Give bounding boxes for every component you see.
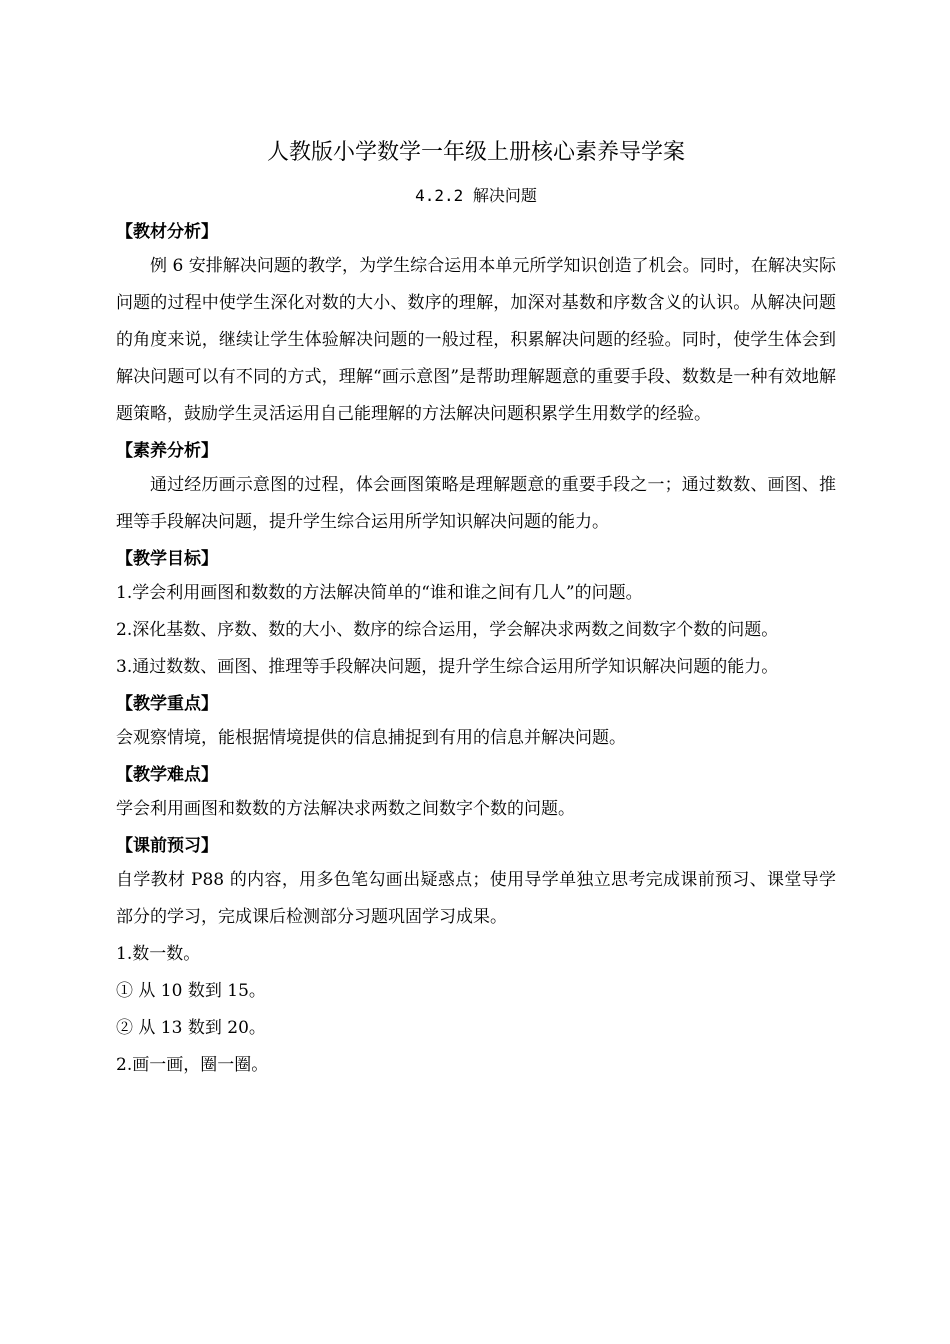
preview-item-4: 2.画一画，圈一圈。 xyxy=(116,1055,269,1075)
heading-difficulty: 【教学难点】 xyxy=(116,765,218,785)
document-page xyxy=(116,136,836,1084)
heading-key: 【教学重点】 xyxy=(116,694,218,714)
paragraph-literacy: 通过经历画示意图的过程，体会画图策略是理解题意的重要手段之一；通过数数、画图、推理等手段解决问题，提升学生综合运用所学知识解决问题的能力。 xyxy=(116,475,836,532)
document-subtitle: 4.2.2 解决问题 xyxy=(415,186,537,205)
heading-analysis: 【教材分析】 xyxy=(116,222,218,242)
preview-item-3: ② 从 13 数到 20。 xyxy=(116,1018,266,1038)
heading-literacy: 【素养分析】 xyxy=(116,441,218,461)
paragraph-difficulty: 学会利用画图和数数的方法解决求两数之间数字个数的问题。 xyxy=(116,799,575,819)
paragraph-analysis: 例 6 安排解决问题的教学，为学生综合运用本单元所学知识创造了机会。同时，在解决实际问题的过程中使学生深化对数的大小、数序的理解，加深对基数和序数含义的认识。从解决问题的角度来说，继续让学生体验解决问题的一般过程，积累解决问题的经验。同时，使学生体会到解决问题可以有不同的方式，理解“画示意图”是帮助理解题意的重要手段、数数是一种有效地解题策略，鼓励学生灵活运用自己能理解的方法解决问题积累学生用数学的经验。 xyxy=(116,256,836,424)
goal-item-1: 1.学会利用画图和数数的方法解决简单的“谁和谁之间有几人”的问题。 xyxy=(116,583,643,603)
document-title: 人教版小学数学一年级上册核心素养导学案 xyxy=(266,140,685,165)
paragraph-key: 会观察情境，能根据情境提供的信息捕捉到有用的信息并解决问题。 xyxy=(116,728,626,748)
goal-item-2: 2.深化基数、序数、数的大小、数序的综合运用，学会解决求两数之间数字个数的问题。 xyxy=(116,620,779,640)
paragraph-preview: 自学教材 P88 的内容，用多色笔勾画出疑惑点；使用导学单独立思考完成课前预习、课堂导学部分的学习，完成课后检测部分习题巩固学习成果。 xyxy=(116,870,836,927)
goal-item-3: 3.通过数数、画图、推理等手段解决问题，提升学生综合运用所学知识解决问题的能力。 xyxy=(116,657,779,677)
preview-item-1: 1.数一数。 xyxy=(116,944,201,964)
heading-goals: 【教学目标】 xyxy=(116,549,218,569)
heading-preview: 【课前预习】 xyxy=(116,836,218,856)
preview-item-2: ① 从 10 数到 15。 xyxy=(116,981,266,1001)
